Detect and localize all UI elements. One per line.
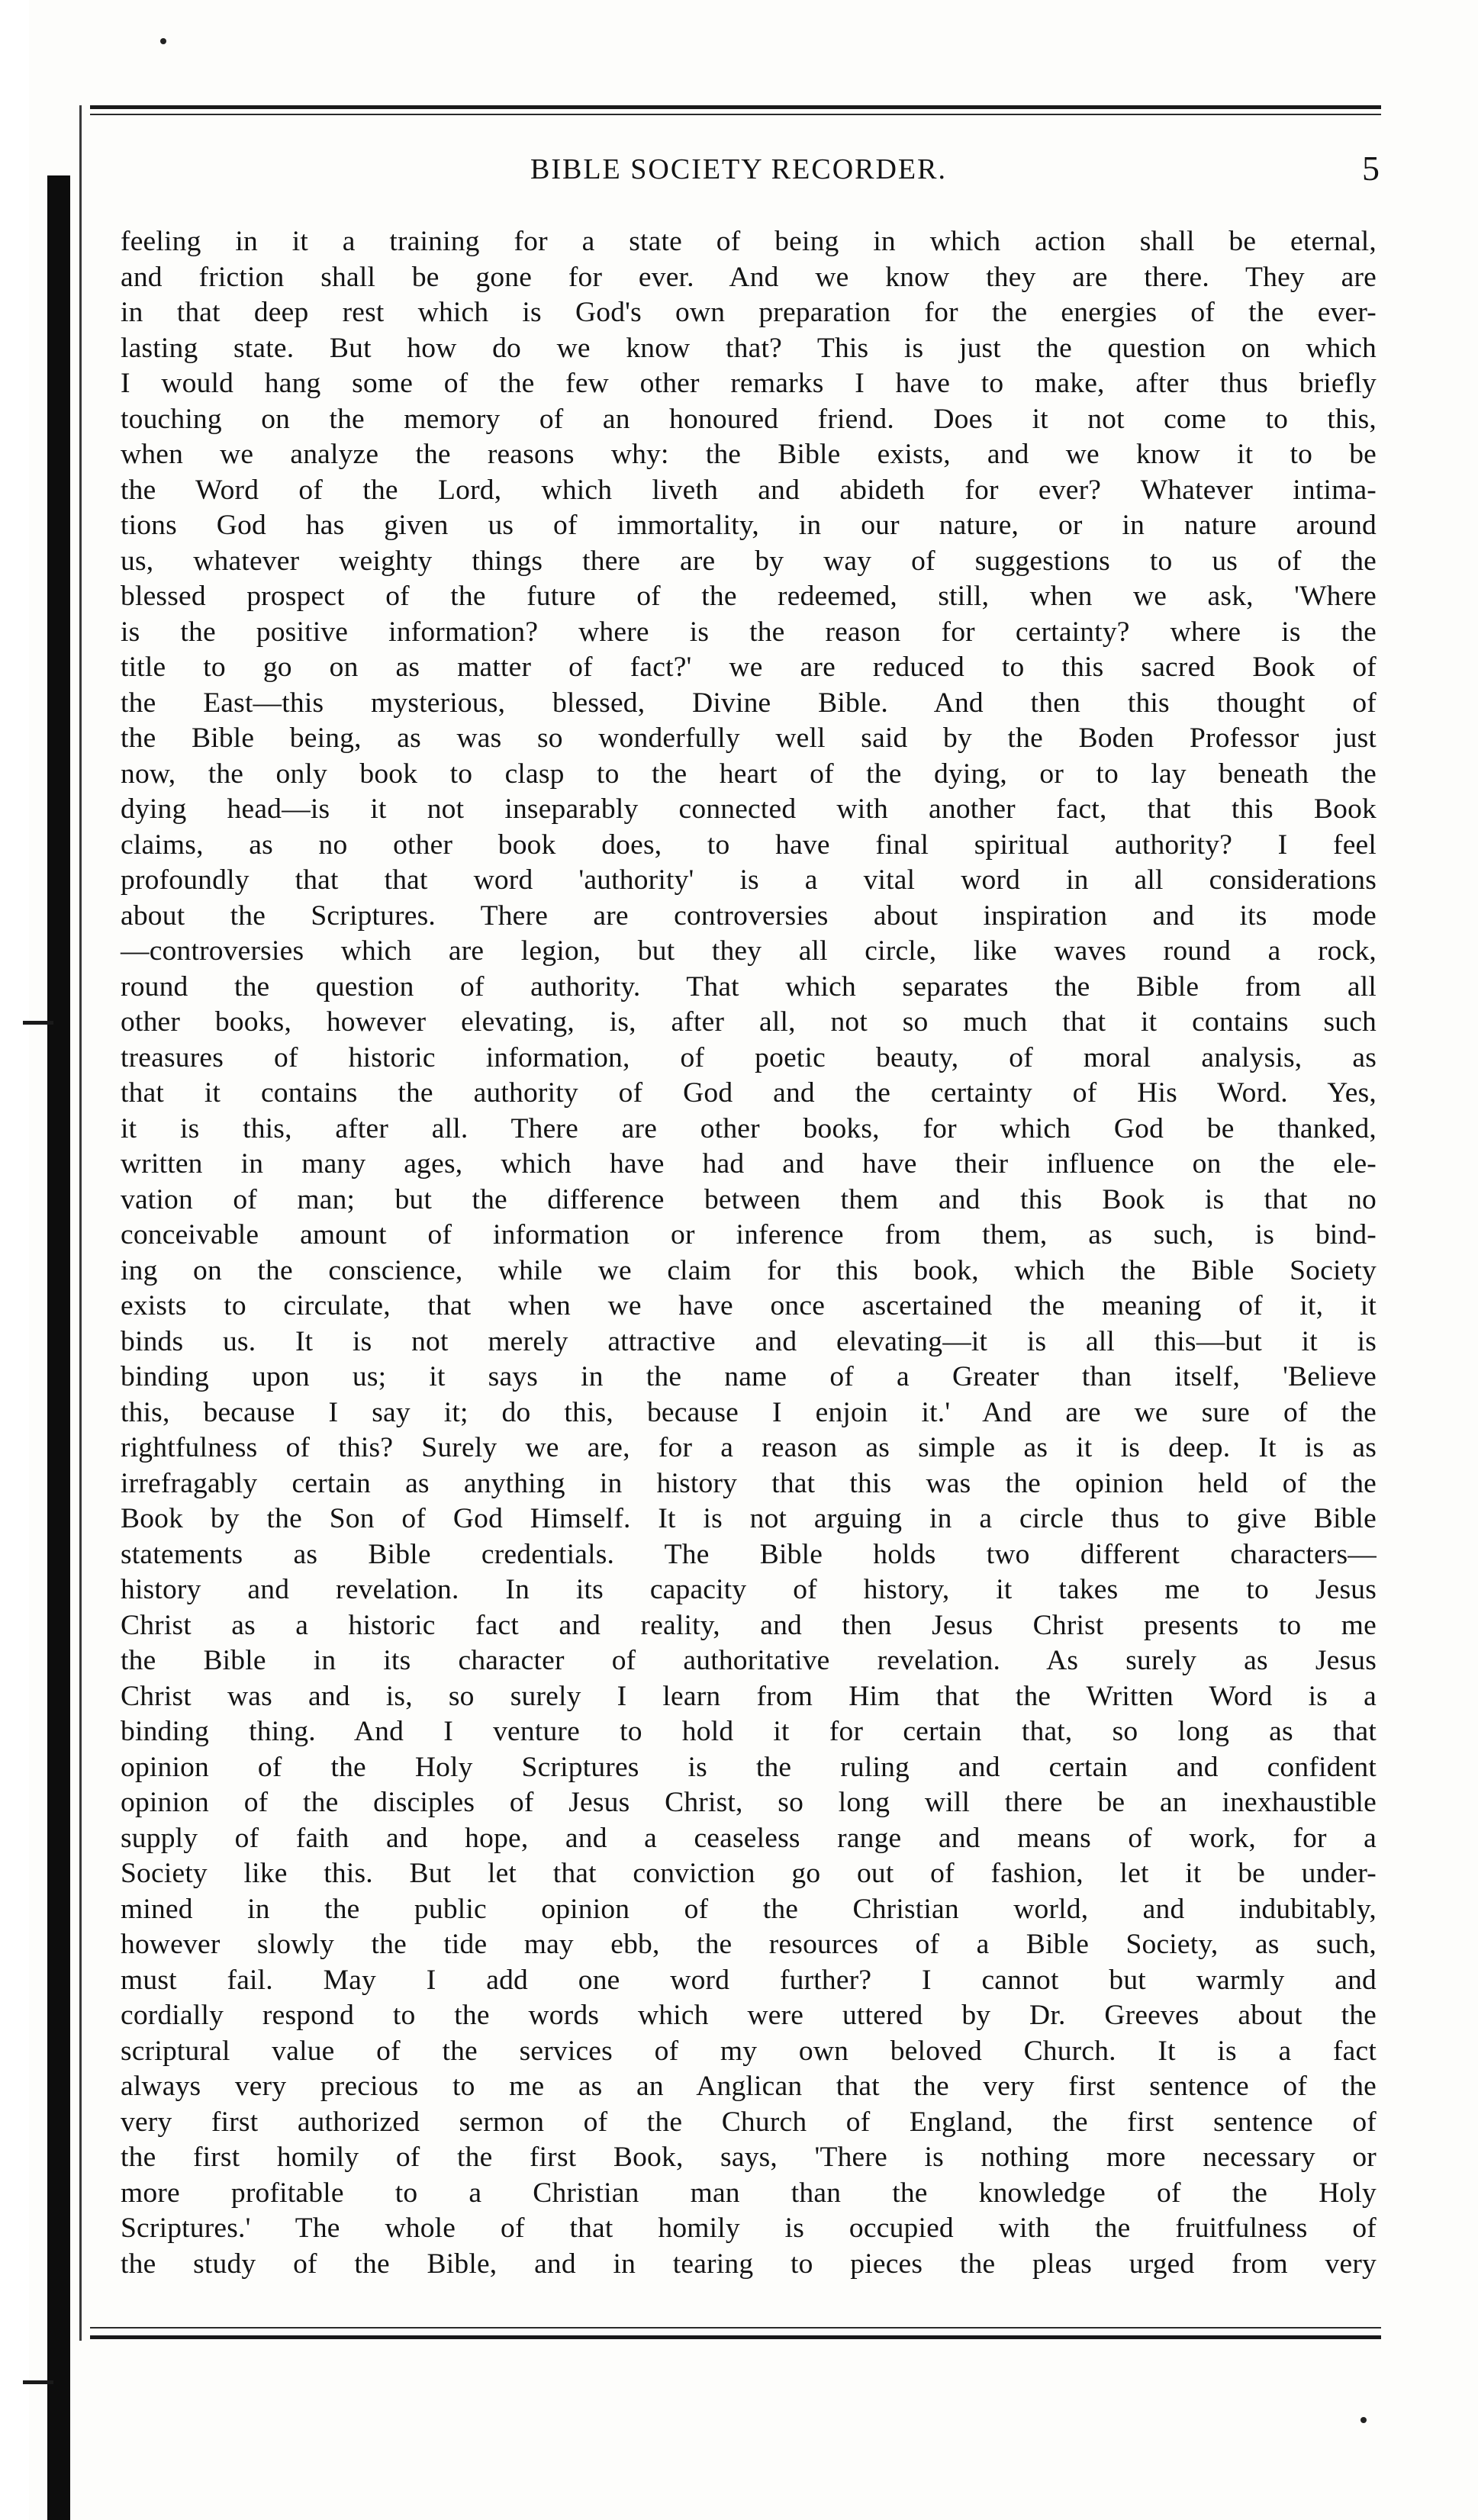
text-line: vation of man; but the difference between them and this Book is that no xyxy=(121,1183,1377,1215)
text-line: lasting state. But how do we know that? This is just the question on which xyxy=(121,332,1377,364)
running-head xyxy=(98,149,1380,191)
text-line: blessed prospect of the future of the redeemed, still, when we ask, 'Where xyxy=(121,581,1377,612)
text-line: Scriptures.' The whole of that homily is occupied with the fruitfulness of xyxy=(121,2213,1377,2244)
text-line: I would hang some of the few other remarks I have to make, after thus briefly xyxy=(121,368,1377,399)
text-line: is the positive information? where is the reason for certainty? where is the xyxy=(121,616,1377,648)
text-line: binding upon us; it says in the name of a Greater than itself, 'Believe xyxy=(121,1361,1377,1392)
text-line: binds us. It is not merely attractive and elevating—it is all this—but it is xyxy=(121,1325,1377,1357)
bottom-rule xyxy=(90,2335,1381,2339)
text-line: binding thing. And I venture to hold it for certain that, so long as that xyxy=(121,1716,1377,1747)
text-line: the Bible in its character of authoritative revelation. As surely as Jesus xyxy=(121,1645,1377,1676)
text-line: more profitable to a Christian man than the knowledge of the Holy xyxy=(121,2177,1377,2209)
text-line: now, the only book to clasp to the heart of the dying, or to lay beneath the xyxy=(121,758,1377,790)
text-line: supply of faith and hope, and a ceaseless range and means of work, for a xyxy=(121,1822,1377,1854)
text-line: conceivable amount of information or inference from them, as such, is bind- xyxy=(121,1219,1377,1250)
text-line: rightfulness of this? Surely we are, for a reason as simple as it is deep. It is as xyxy=(121,1432,1377,1463)
text-line: the East—this mysterious, blessed, Divine Bible. And then this thought of xyxy=(121,687,1377,719)
text-line: tions God has given us of immortality, in our nature, or in nature around xyxy=(121,510,1377,541)
text-line: us, whatever weighty things there are by way of suggestions to us of the xyxy=(121,545,1377,577)
print-speck xyxy=(1360,2417,1367,2423)
text-line: treasures of historic information, of poetic beauty, of moral analysis, as xyxy=(121,1041,1377,1073)
text-line: in that deep rest which is God's own preparation for the energies of the ever- xyxy=(121,297,1377,328)
text-line: the first homily of the first Book, says, 'There is nothing more necessary or xyxy=(121,2142,1377,2173)
text-line: the Bible being, as was so wonderfully well said by the Boden Professor just xyxy=(121,723,1377,754)
text-line: feeling in it a training for a state of being in which action shall be eternal, xyxy=(121,226,1377,257)
text-line: touching on the memory of an honoured friend. Does it not come to this, xyxy=(121,403,1377,435)
binding-mark xyxy=(23,2380,53,2384)
top-rule xyxy=(90,105,1381,109)
article-body xyxy=(121,224,1377,2282)
text-line: however slowly the tide may ebb, the resources of a Bible Society, as such, xyxy=(121,1929,1377,1960)
running-title: BIBLE SOCIETY RECORDER. xyxy=(530,153,947,185)
text-line: statements as Bible credentials. The Bible holds two different characters— xyxy=(121,1538,1377,1570)
text-line: scriptural value of the services of my own beloved Church. It is a fact xyxy=(121,2035,1377,2067)
text-line: about the Scriptures. There are controversies about inspiration and its mode xyxy=(121,900,1377,932)
text-line: history and revelation. In its capacity of history, it takes me to Jesus xyxy=(121,1574,1377,1605)
text-line: very first authorized sermon of the Church of England, the first sentence of xyxy=(121,2106,1377,2138)
text-line: profoundly that that word 'authority' is a vital word in all considerations xyxy=(121,864,1377,896)
page-margin-left xyxy=(0,0,29,2520)
text-line: round the question of authority. That which separates the Bible from all xyxy=(121,970,1377,1003)
text-line: exists to circulate, that when we have once ascertained the meaning of it, it xyxy=(121,1290,1377,1321)
text-line: that it contains the authority of God and the certainty of His Word. Yes, xyxy=(121,1077,1377,1109)
text-line: when we analyze the reasons why: the Bible exists, and we know it to be xyxy=(121,439,1377,470)
page-frame xyxy=(90,105,1381,2341)
text-line: Book by the Son of God Himself. It is not arguing in a circle thus to give Bible xyxy=(121,1503,1377,1534)
text-line: this, because I say it; do this, because I enjoin it.' And are we sure of the xyxy=(121,1396,1377,1428)
text-line: ing on the conscience, while we claim for this book, which the Bible Society xyxy=(121,1254,1377,1286)
text-line: —controversies which are legion, but they all circle, like waves round a rock, xyxy=(121,935,1377,967)
text-line: must fail. May I add one word further? I cannot but warmly and xyxy=(121,1964,1377,1996)
binding-mark xyxy=(23,1021,53,1025)
text-line: title to go on as matter of fact?' we are reduced to this sacred Book of xyxy=(121,652,1377,683)
text-line: irrefragably certain as anything in history that this was the opinion held of the xyxy=(121,1467,1377,1499)
bottom-rule-thin xyxy=(90,2327,1381,2329)
binding-shadow xyxy=(47,175,70,2520)
text-line: Society like this. But let that conviction go out of fashion, let it be under- xyxy=(121,1858,1377,1889)
text-line: the Word of the Lord, which liveth and abideth for ever? Whatever intima- xyxy=(121,474,1377,506)
text-line: Christ was and is, so surely I learn from Him that the Written Word is a xyxy=(121,1680,1377,1712)
text-line: the study of the Bible, and in tearing to pieces the pleas urged from very xyxy=(121,2248,1377,2280)
text-line: opinion of the disciples of Jesus Christ, so long will there be an inexhaustible xyxy=(121,1787,1377,1818)
text-line: opinion of the Holy Scriptures is the ruling and certain and confident xyxy=(121,1751,1377,1783)
left-rule xyxy=(79,105,82,2341)
text-line: claims, as no other book does, to have final spiritual authority? I feel xyxy=(121,829,1377,861)
print-speck xyxy=(160,38,166,44)
text-line: always very precious to me as an Anglican that the very first sentence of the xyxy=(121,2071,1377,2102)
top-rule-thin xyxy=(90,114,1381,115)
text-line: and friction shall be gone for ever. And we know they are there. They are xyxy=(121,261,1377,293)
text-line: other books, however elevating, is, after all, not so much that it contains such xyxy=(121,1006,1377,1038)
text-line: cordially respond to the words which were uttered by Dr. Greeves about the xyxy=(121,2000,1377,2031)
text-line: it is this, after all. There are other books, for which God be thanked, xyxy=(121,1112,1377,1144)
text-line: Christ as a historic fact and reality, and then Jesus Christ presents to me xyxy=(121,1609,1377,1641)
text-line: mined in the public opinion of the Christian world, and indubitably, xyxy=(121,1893,1377,1925)
text-line: written in many ages, which have had and have their influence on the ele- xyxy=(121,1148,1377,1180)
page-number: 5 xyxy=(1362,149,1380,188)
text-line: dying head—is it not inseparably connected with another fact, that this Book xyxy=(121,793,1377,825)
